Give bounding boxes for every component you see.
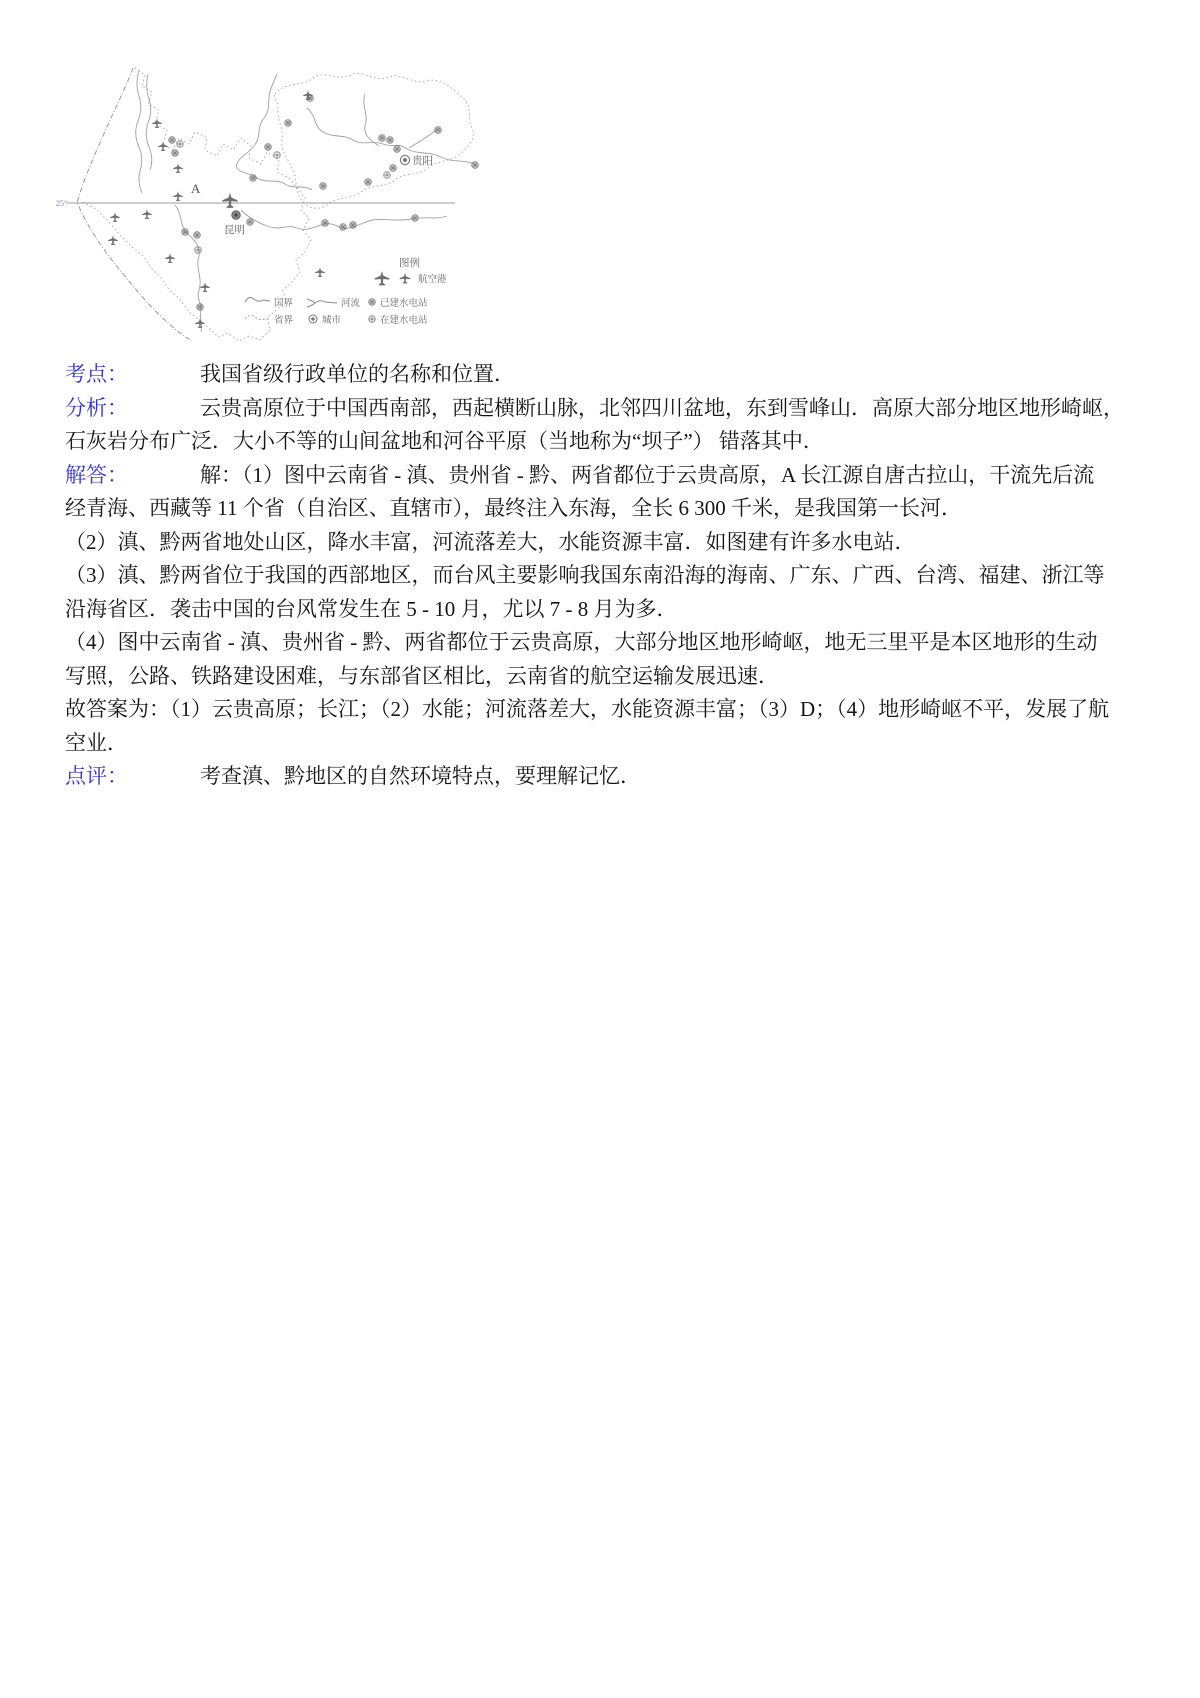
airplane-icon — [315, 267, 325, 277]
airplane-icon — [195, 318, 205, 328]
text-line — [65, 626, 1145, 660]
svg-text:已建水电站: 已建水电站 — [380, 299, 428, 309]
airplane-icon — [165, 253, 175, 263]
under-construction-hydropower-icon — [195, 247, 202, 254]
line-text: 故答案为：（1）云贵高原；长江；（2）水能；河流落差大，水能资源丰富；（3）D；（4）地形崎岖不平，发展了航 — [65, 697, 1110, 721]
built-hydropower-icon — [390, 165, 397, 172]
built-hydropower-icon — [369, 299, 376, 306]
built-hydropower-icon — [412, 215, 419, 222]
line-text: 云贵高原位于中国西南部，西起横断山脉，北邻四川盆地，东到雪峰山．高原大部分地区地形崎岖， — [200, 395, 1124, 420]
legend-item-built-station — [369, 297, 428, 309]
text-line — [65, 526, 1145, 560]
line-text: （2）滇、黔两省地处山区，降水丰富，河流落差大，水能资源丰富．如图建有许多水电站． — [65, 529, 916, 554]
airplane-icon — [110, 212, 120, 222]
airplane-icon — [400, 273, 411, 283]
under-construction-hydropower-icon — [177, 141, 184, 148]
legend-item-airway — [375, 271, 447, 285]
svg-text:省界: 省界 — [274, 316, 294, 326]
text-line — [65, 693, 1145, 727]
river-symbol — [307, 299, 337, 307]
city-kunming — [224, 211, 245, 236]
svg-text:航空港: 航空港 — [418, 275, 447, 285]
text-line — [65, 392, 1145, 426]
text-line — [65, 425, 1145, 459]
guizhou-outline — [274, 73, 473, 208]
text-line — [65, 459, 1145, 493]
line-text: 写照，公路、铁路建设困难，与东部省区相比，云南省的航空运输发展迅速． — [65, 663, 779, 688]
airplane-icon — [158, 141, 168, 151]
built-hydropower-icon — [472, 162, 479, 169]
map-legend — [245, 256, 447, 326]
national-boundary-symbol — [245, 298, 270, 302]
legend-item-city — [309, 314, 342, 326]
built-hydropower-icon — [340, 224, 347, 231]
built-hydropower-icon — [350, 222, 357, 229]
marker-a-label: A — [191, 181, 201, 196]
airplane-icon — [142, 209, 152, 219]
line-text: （4）图中云南省 - 滇、贵州省 - 黔、两省都位于云贵高原，大部分地区地形崎岖，地无三里平是本区地形的生动 — [65, 630, 1098, 654]
text-line — [65, 492, 1145, 526]
svg-text:在建水电站: 在建水电站 — [380, 316, 428, 326]
airplane-icon — [375, 271, 389, 285]
text-line — [65, 559, 1145, 593]
legend-title: 图例 — [399, 258, 420, 269]
city-label-kunming: 昆明 — [224, 225, 245, 236]
airport-icons — [108, 90, 325, 328]
text-line — [65, 593, 1145, 627]
airplane-icon — [173, 191, 183, 201]
latitude-line — [56, 199, 455, 208]
built-hydropower-icon — [365, 179, 372, 186]
svg-text:城市: 城市 — [322, 316, 342, 326]
line-text: 解：（1）图中云南省 - 滇、贵州省 - 黔、两省都位于云贵高原，A 长江源自唐古拉山，干流先后流 — [200, 462, 1095, 487]
under-construction-hydropower-icon — [274, 152, 281, 159]
text-line — [65, 760, 1145, 794]
legend-item-under-construction-station — [369, 314, 428, 326]
legend-item-river — [307, 297, 361, 309]
line-text: 考查滇、黔地区的自然环境特点，要理解记忆． — [200, 764, 641, 788]
text-line — [65, 660, 1145, 694]
line-text: 空业． — [65, 730, 128, 755]
built-hydropower-icon — [265, 144, 272, 151]
built-hydropower-icon — [250, 175, 257, 182]
section-label: 考点： — [65, 362, 128, 386]
yunnan-guizhou-map — [55, 50, 500, 345]
built-hydropower-icon — [182, 229, 189, 236]
western-rivers — [136, 70, 152, 193]
svg-text:河流: 河流 — [341, 299, 361, 309]
under-construction-hydropower-icon — [369, 316, 376, 323]
latitude-label: 25° — [56, 199, 68, 208]
line-text: （3）滇、黔两省位于我国的西部地区，而台风主要影响我国东南沿海的海南、广东、广西、台湾、福建、浙江等 — [65, 563, 1105, 587]
national-boundary-line — [77, 68, 192, 341]
built-hydropower-icon — [194, 232, 201, 239]
legend-item-national-boundary — [245, 298, 294, 309]
built-hydropower-icon — [285, 120, 292, 127]
city-label-guiyang: 贵阳 — [412, 156, 433, 167]
airplane-icon — [303, 90, 313, 100]
built-hydropower-icon — [387, 137, 394, 144]
explanation-block — [65, 358, 1145, 794]
text-line — [65, 358, 1145, 392]
under-construction-hydropower-icon — [384, 172, 391, 179]
built-hydropower-icon — [172, 150, 179, 157]
airplane-icon — [173, 163, 183, 173]
text-line — [65, 727, 1145, 761]
svg-text:国界: 国界 — [274, 299, 294, 309]
built-hydropower-icon — [197, 304, 204, 311]
line-text: 石灰岩分布广泛．大小不等的山间盆地和河谷平原（当地称为“坝子”） 错落其中． — [65, 429, 824, 453]
built-hydropower-icon — [435, 127, 442, 134]
built-hydropower-icon — [247, 219, 254, 226]
section-label: 分析： — [65, 395, 128, 420]
city-icon — [309, 315, 317, 323]
built-hydropower-icon — [169, 137, 176, 144]
line-text: 我国省级行政单位的名称和位置． — [200, 362, 515, 386]
line-text: 经青海、西藏等 11 个省（自治区、直辖市），最终注入东海，全长 6 300 千米，是我国第一长河． — [65, 496, 962, 520]
built-hydropower-icon — [379, 135, 386, 142]
section-label: 点评： — [65, 764, 128, 788]
airplane-icon — [200, 282, 210, 292]
city-guiyang — [400, 154, 433, 167]
line-text: 沿海省区．袭击中国的台风常发生在 5 - 10 月，尤以 7 - 8 月为多． — [65, 596, 678, 621]
section-label: 解答： — [65, 462, 128, 487]
built-hydropower-icon — [322, 220, 329, 227]
airplane-icon — [108, 235, 118, 245]
airplane-icon-kunming — [222, 193, 237, 208]
built-hydropower-icon — [320, 183, 327, 190]
built-hydropower-icon — [394, 146, 401, 153]
province-boundary-symbol — [245, 315, 270, 319]
